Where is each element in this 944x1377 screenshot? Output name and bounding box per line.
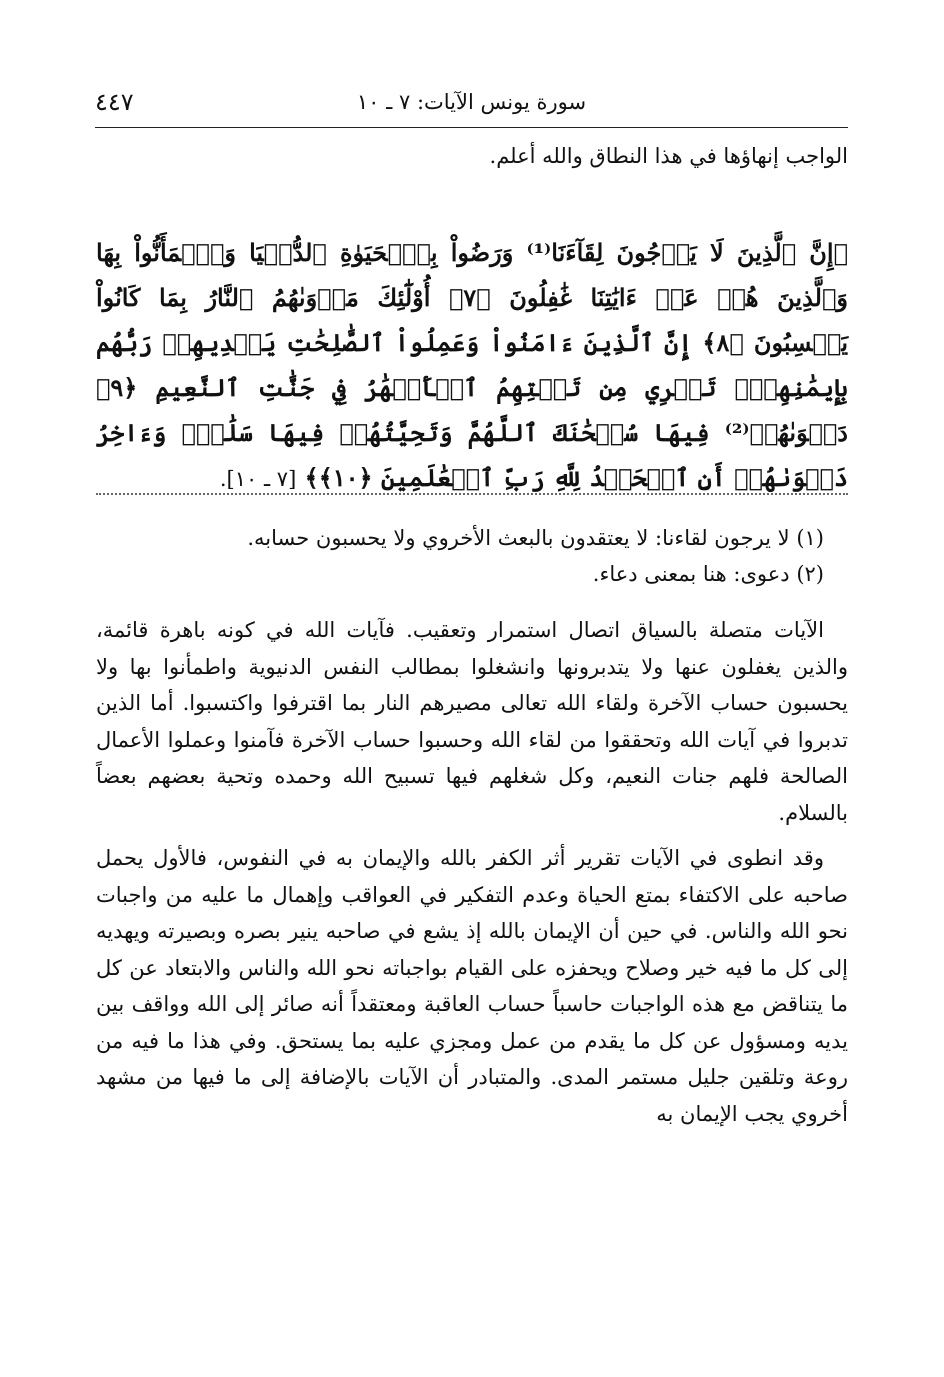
commentary bbox=[96, 612, 848, 1141]
footnote-separator bbox=[96, 493, 848, 495]
running-title: سورة يونس الآيات: ٧ ـ ١٠ bbox=[356, 90, 587, 114]
footnotes bbox=[104, 520, 824, 592]
quran-verses bbox=[96, 230, 848, 502]
verse-reference: [٧ ـ ١٠]. bbox=[219, 467, 297, 491]
footnote-1: (١) لا يرجون لقاءنا: لا يعتقدون بالبعث الأخروي ولا يحسبون حسابه. bbox=[247, 526, 824, 550]
page-number: ٤٤٧ bbox=[95, 88, 134, 116]
paragraph-2: وقد انطوى في الآيات تقرير أثر الكفر بالله والإيمان به في النفوس، فالأول يحمل صاحبه على الاكتفاء بمتع الحياة وعدم التفكير في العواقب وإهمال ما عليه من واجبات نحو الله والناس. في حين أن الإيمان بالله إذ يشع في صاحبه ينير بصره وبصيرته ويهديه إلى كل ما فيه خير وصلاح ويحفزه على القيام بواجباته نحو الله والناس والابتعاد عن كل ما يتناقض مع هذه الواجبات حاسباً حساب العاقبة ومعتقداً أنه صائر إلى الله وواقف بين يديه ومسؤول عن كل ما يقدم من عمل ومجزي عليه بما يستحق. وفي هذا ما فيه من روعة وتلقين جليل مستمر المدى. والمتبادر أن الآيات بالإضافة إلى ما فيها من مشهد أخروي يجب الإيمان به bbox=[96, 846, 848, 1126]
intro-line: الواجب إنهاؤها في هذا النطاق والله أعلم. bbox=[489, 144, 848, 168]
header-rule bbox=[95, 127, 848, 128]
page-header bbox=[95, 86, 848, 126]
paragraph-1: الآيات متصلة بالسياق اتصال استمرار وتعقيب. فآيات الله في كونه باهرة قائمة، والذين يغفلون عنها ولا يتدبرونها وانشغلوا بمطالب النفس الدنيوية واطمأنوا بها ولا يحسبون حساب الآخرة ولقاء الله تعالى مصيرهم النار بما اقترفوا واكتسبوا. أما الذين تدبروا في آيات الله وتحققوا من لقاء الله وحسبوا حساب الآخرة فآمنوا وعملوا الأعمال الصالحة فلهم جنات النعيم، وكل شغلهم فيها تسبيح الله وحمده وتحية بعضهم بعضاً بالسلام. bbox=[96, 618, 848, 825]
quran-text: ﴿إِنَّ ٱلَّذِينَ لَا يَرۡجُونَ لِقَآءَنَا⁽¹⁾ وَرَضُواْ بِٱلۡحَيَوٰةِ ٱلدُّنۡيَا وَٱطۡمَأَنُّواْ بِهَا وَٱلَّذِينَ هُمۡ عَنۡ ءَايَٰتِنَا غَٰفِلُونَ ﴿٧﴾ أُوْلَٰٓئِكَ مَأۡوَىٰهُمُ ٱلنَّارُ بِمَا كَانُواْ يَكۡسِبُونَ ﴿٨﴾ إِنَّ ٱلَّذِينَ ءَامَنُواْ وَعَمِلُواْ ٱلصَّٰلِحَٰتِ يَهۡدِيهِمۡ رَبُّهُم بِإِيمَٰنِهِمۡۖ تَجۡرِي مِن تَحۡتِهِمُ ٱلۡأَنۡهَٰرُ فِي جَنَّٰتِ ٱلنَّعِيمِ ﴿٩﴾ دَعۡوَىٰهُمۡ⁽²⁾ فِيهَا سُبۡحَٰنَكَ ٱللَّهُمَّ وَتَحِيَّتُهُمۡ فِيهَا سَلَٰمٞۚ وَءَاخِرُ دَعۡوَىٰهُمۡ أَنِ ٱلۡحَمۡدُ لِلَّهِ رَبِّ ٱلۡعَٰلَمِينَ ﴿١٠﴾﴾ bbox=[96, 238, 848, 492]
footnote-2: (٢) دعوى: هنا بمعنى دعاء. bbox=[592, 562, 824, 586]
